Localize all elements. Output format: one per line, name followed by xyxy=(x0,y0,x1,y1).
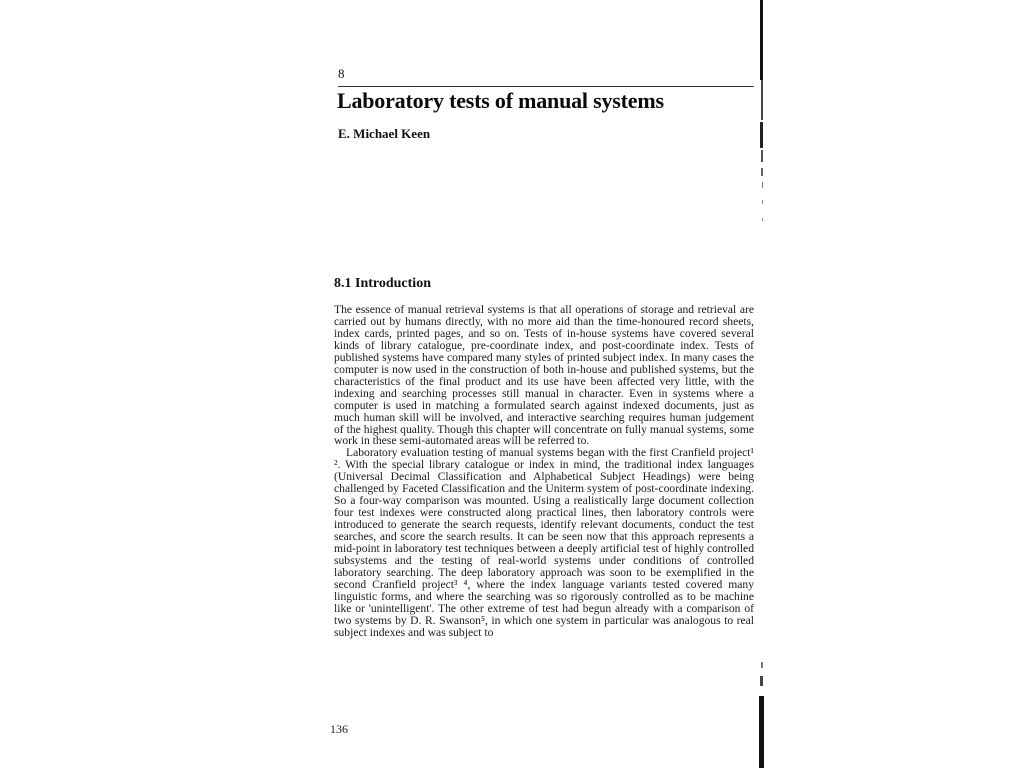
paragraph: Laboratory evaluation testing of manual systems began with the first Cranfield project¹ ². With the special library catalogue or index in mind, the traditional index languages (Universal Decimal Classification and Alphabetical Subject Headings) were being challenged by Faceted Classification and the Uniterm system of post-coordinate indexing. So a four-way comparison was mounted. Using a realistically large document collection four test indexes were constructed along practical lines, then laboratory controls were introduced to generate the search requests, identify relevant documents, conduct the test searches, and score the search results. It can be seen now that this approach represents a mid-point in laboratory test techniques between a deeply artificial test of highly controlled subsystems and the testing of real-world systems under conditions of controlled laboratory searching. The deep laboratory approach was soon to be exemplified in the second Cranfield project³ ⁴, where the index language variants tested covered many linguistic forms, and where the searching was so rigorously controlled as to be machine like or 'unintelligent'. The other extreme of test had begun already with a comparison of two systems by D. R. Swanson⁵, in which one system in particular was analogous to real subject indexes and was subject to xyxy=(334,446,754,639)
chapter-title: Laboratory tests of manual systems xyxy=(337,88,664,113)
author-name: E. Michael Keen xyxy=(338,126,431,141)
chapter-number: 8 xyxy=(338,66,345,81)
scan-edge-artifact xyxy=(759,0,773,768)
header-rule xyxy=(338,86,754,87)
paragraph: The essence of manual retrieval systems is that all operations of storage and retrieval are carried out by humans directly, with no more aid than the time-honoured record sheets, index cards, printed pages, and so on. Tests of in-house systems have covered several kinds of library catalogue, pre-coordinate index, and post-coordinate index. Tests of published systems have compared many styles of printed subject index. In many cases the computer is now used in the construction of both in-house and published systems, but the characteristics of the final product and its use have been affected very little, with the indexing and searching processes still manual in character. Even in systems where a computer is used in matching a formulated search against indexed documents, just as much human skill will be involved, and interactive searching requires human judgement of the highest quality. Though this chapter will concentrate on fully manual systems, some work in these semi-automated areas will be referred to. xyxy=(334,303,754,448)
body-text xyxy=(334,304,754,639)
section-heading: 8.1 Introduction xyxy=(334,276,431,291)
page-number: 136 xyxy=(330,722,348,736)
